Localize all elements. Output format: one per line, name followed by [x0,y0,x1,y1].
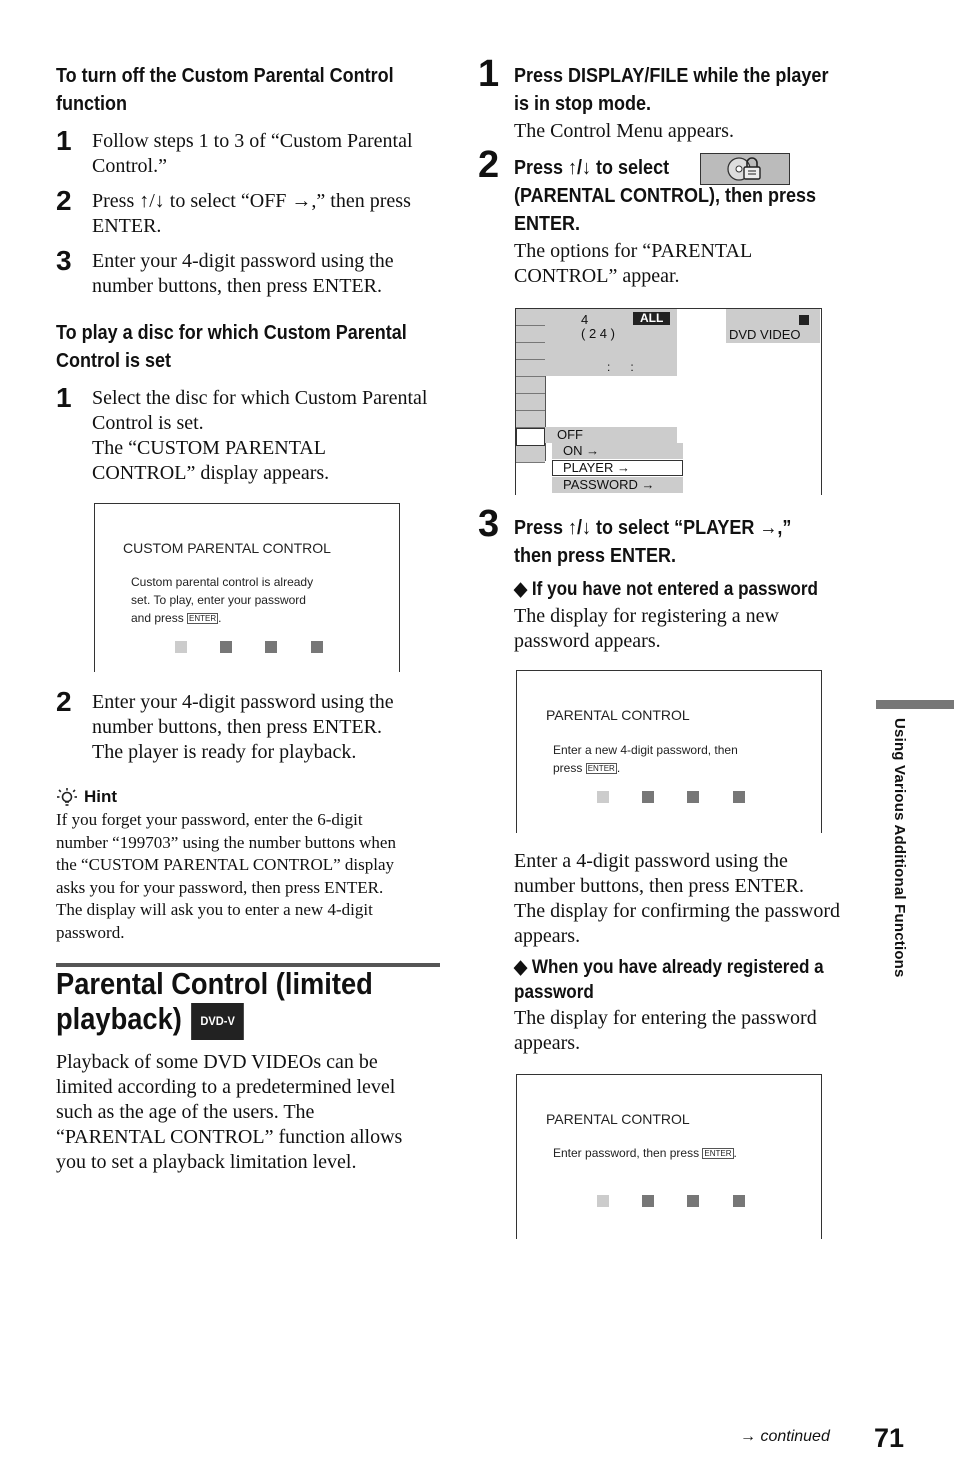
body-line: “PARENTAL CONTROL” function allows [56,1126,403,1148]
heading-line: then press ENTER. [514,545,677,567]
step-line: Select the disc for which Custom Parental [92,387,428,409]
heading-line: is in stop mode. [514,93,652,115]
password-digit-slot [175,641,187,653]
custom-parental-control-screen [94,503,400,672]
body-line: limited according to a predetermined level [56,1076,396,1098]
case-body [514,1006,817,1056]
body-line: Playback of some DVD VIDEOs can be [56,1051,378,1073]
body-line: The display for entering the password [514,1007,817,1029]
heading-line: ◆ When you have already registered a [514,957,824,978]
side-tab-bar [876,700,954,709]
body-line: number buttons, then press ENTER. [514,875,804,897]
hint-line: password. [56,922,125,942]
menu-option-password[interactable]: PASSWORD → [552,477,683,493]
body-line: you to set a playback limitation level. [56,1151,357,1173]
step-number: 3 [56,245,72,276]
body-line: appears. [514,925,581,947]
step-line: CONTROL” display appears. [92,462,330,484]
case-body [514,604,779,654]
menu-icon-slot [516,377,545,394]
step-body [514,239,752,289]
menu-icon-slot [516,343,545,360]
body-line: such as the age of the users. The [56,1101,315,1123]
password-digit-slot [311,641,323,653]
menu-icon-column [516,309,546,461]
screen-message: Enter password, then press ENTER . [553,1146,737,1160]
message-text: press [553,761,583,775]
stop-icon [799,315,809,325]
password-digit-slot [220,641,232,653]
step-number: 2 [56,185,72,216]
lock-icon [701,154,789,184]
hint-line: asks you for your password, then press ENTER. [56,877,384,897]
menu-icon-slot [516,411,545,428]
all-badge: ALL [633,312,670,325]
dvd-v-badge: DVD-V [191,1003,244,1040]
control-menu-screen [515,308,822,495]
message-line: and press ENTER . [131,611,222,625]
screen-title: CUSTOM PARENTAL CONTROL [123,540,331,556]
heading-line: password [514,982,594,1003]
step-line: Follow steps 1 to 3 of “Custom Parental [92,130,413,152]
message-line: press ENTER . [553,761,621,775]
step-line: Control.” [92,155,167,177]
password-digit-slot [733,791,745,803]
hint-text [56,809,396,945]
hint-line: the “CUSTOM PARENTAL CONTROL” display [56,855,395,875]
media-panel [726,309,820,343]
step-number: 1 [56,125,72,156]
track-total: ( 2 4 ) [581,326,615,341]
track-info-panel [545,309,677,376]
turnoff-heading [56,62,394,118]
parental-control-icon [700,153,790,185]
body-line: Enter a 4-digit password using the [514,850,788,872]
section-title-line [56,1001,373,1040]
step-line: Enter your 4-digit password using the [92,691,394,713]
screen-message [553,741,738,777]
menu-option-off[interactable]: OFF [545,427,677,443]
body-line: password appears. [514,630,661,652]
step-line: ENTER. [92,215,162,237]
password-digit-slot [642,1195,654,1207]
case-heading: ◆ If you have not entered a password [514,579,818,600]
body-line: The display for confirming the password [514,900,841,922]
message-line: Enter a new 4-digit password, then [553,743,738,757]
body-line: appears. [514,1032,581,1054]
menu-icon-slot [516,446,545,463]
step-line: The “CUSTOM PARENTAL [92,437,326,459]
menu-icon-slot [516,309,545,326]
password-digit-slot [597,1195,609,1207]
heading-line: Press DISPLAY/FILE while the player [514,65,829,87]
heading-line: (PARENTAL CONTROL), then press [514,185,817,207]
hint-line: If you forget your password, enter the 6-digit [56,810,363,829]
step-number: 3 [478,503,500,545]
password-digit-slot [265,641,277,653]
step-line: number buttons, then press ENTER. [92,716,382,738]
page-number: 71 [874,1423,905,1453]
media-type: DVD VIDEO [729,327,801,342]
step-number: 2 [478,144,500,186]
menu-icon-slot-selected [516,428,545,446]
body-line: The options for “PARENTAL [514,240,753,262]
section-title-text: playback) [56,1001,182,1036]
message-text: Enter password, then press [553,1146,700,1160]
password-digit-slot [687,1195,699,1207]
step-line: Press ↑/↓ to select “OFF →,” then press [92,190,411,212]
after-register-text [514,849,840,949]
enter-key-icon: ENTER [189,614,217,623]
menu-option-on[interactable]: ON → [552,443,683,459]
hint-label: Hint [84,787,118,806]
enter-password-screen [516,1074,822,1239]
password-digit-slot [733,1195,745,1207]
step-text [92,386,427,486]
menu-icon-slot [516,394,545,411]
step-text [92,690,394,765]
step-heading [514,62,828,118]
enter-key-icon: ENTER [704,1149,732,1158]
track-number: 4 [581,312,589,327]
heading-line: Control is set [56,350,172,372]
body-line: CONTROL” appear. [514,265,680,287]
heading-line: ENTER. [514,213,581,235]
message-line: Custom parental control is already [131,575,314,589]
lightbulb-icon [56,787,78,809]
section-title [56,966,373,1040]
section-title-line: Parental Control (limited [56,966,373,1001]
screen-title: PARENTAL CONTROL [546,1111,690,1127]
step-body: The Control Menu appears. [514,120,734,142]
step-heading: Press ↑/↓ to select [514,157,670,179]
screen-title: PARENTAL CONTROL [546,707,690,723]
section-body [56,1050,402,1175]
step-line: The player is ready for playback. [92,741,357,763]
heading-line: To turn off the Custom Parental Control [56,65,394,87]
screen-message [131,573,313,627]
step-text [92,129,413,179]
heading-line: Press ↑/↓ to select “PLAYER →,” [514,517,792,539]
body-line: The display for registering a new [514,605,779,627]
hint-line: number “199703” using the number buttons when [56,832,396,852]
playdisc-heading [56,319,407,375]
step-heading [514,514,791,570]
step-heading [514,182,816,238]
side-tab-label: Using Various Additional Functions [891,718,908,978]
message-text: and press [131,611,184,625]
enter-key-icon: ENTER [587,764,615,773]
password-digit-slot [642,791,654,803]
menu-option-player[interactable]: PLAYER → [552,460,683,476]
menu-icon-slot [516,360,545,377]
step-line: Control is set. [92,412,204,434]
heading-line: function [56,93,127,115]
heading-line: To play a disc for which Custom Parental [56,322,407,344]
message-line: set. To play, enter your password [131,593,306,607]
case-heading [514,955,824,1005]
step-text [92,189,411,239]
step-text [92,249,394,299]
password-digit-slot [687,791,699,803]
step-line: number buttons, then press ENTER. [92,275,382,297]
time-display: : : [607,360,634,374]
step-number: 1 [478,53,500,95]
new-password-screen [516,670,822,833]
step-number: 1 [56,382,72,413]
password-digit-slot [597,791,609,803]
step-number: 2 [56,686,72,717]
hint-line: The display will ask you to enter a new 4-digit [56,900,373,920]
menu-icon-slot [516,326,545,343]
side-tab [890,718,910,1018]
step-line: Enter your 4-digit password using the [92,250,394,272]
continued-label: → continued [740,1428,830,1445]
